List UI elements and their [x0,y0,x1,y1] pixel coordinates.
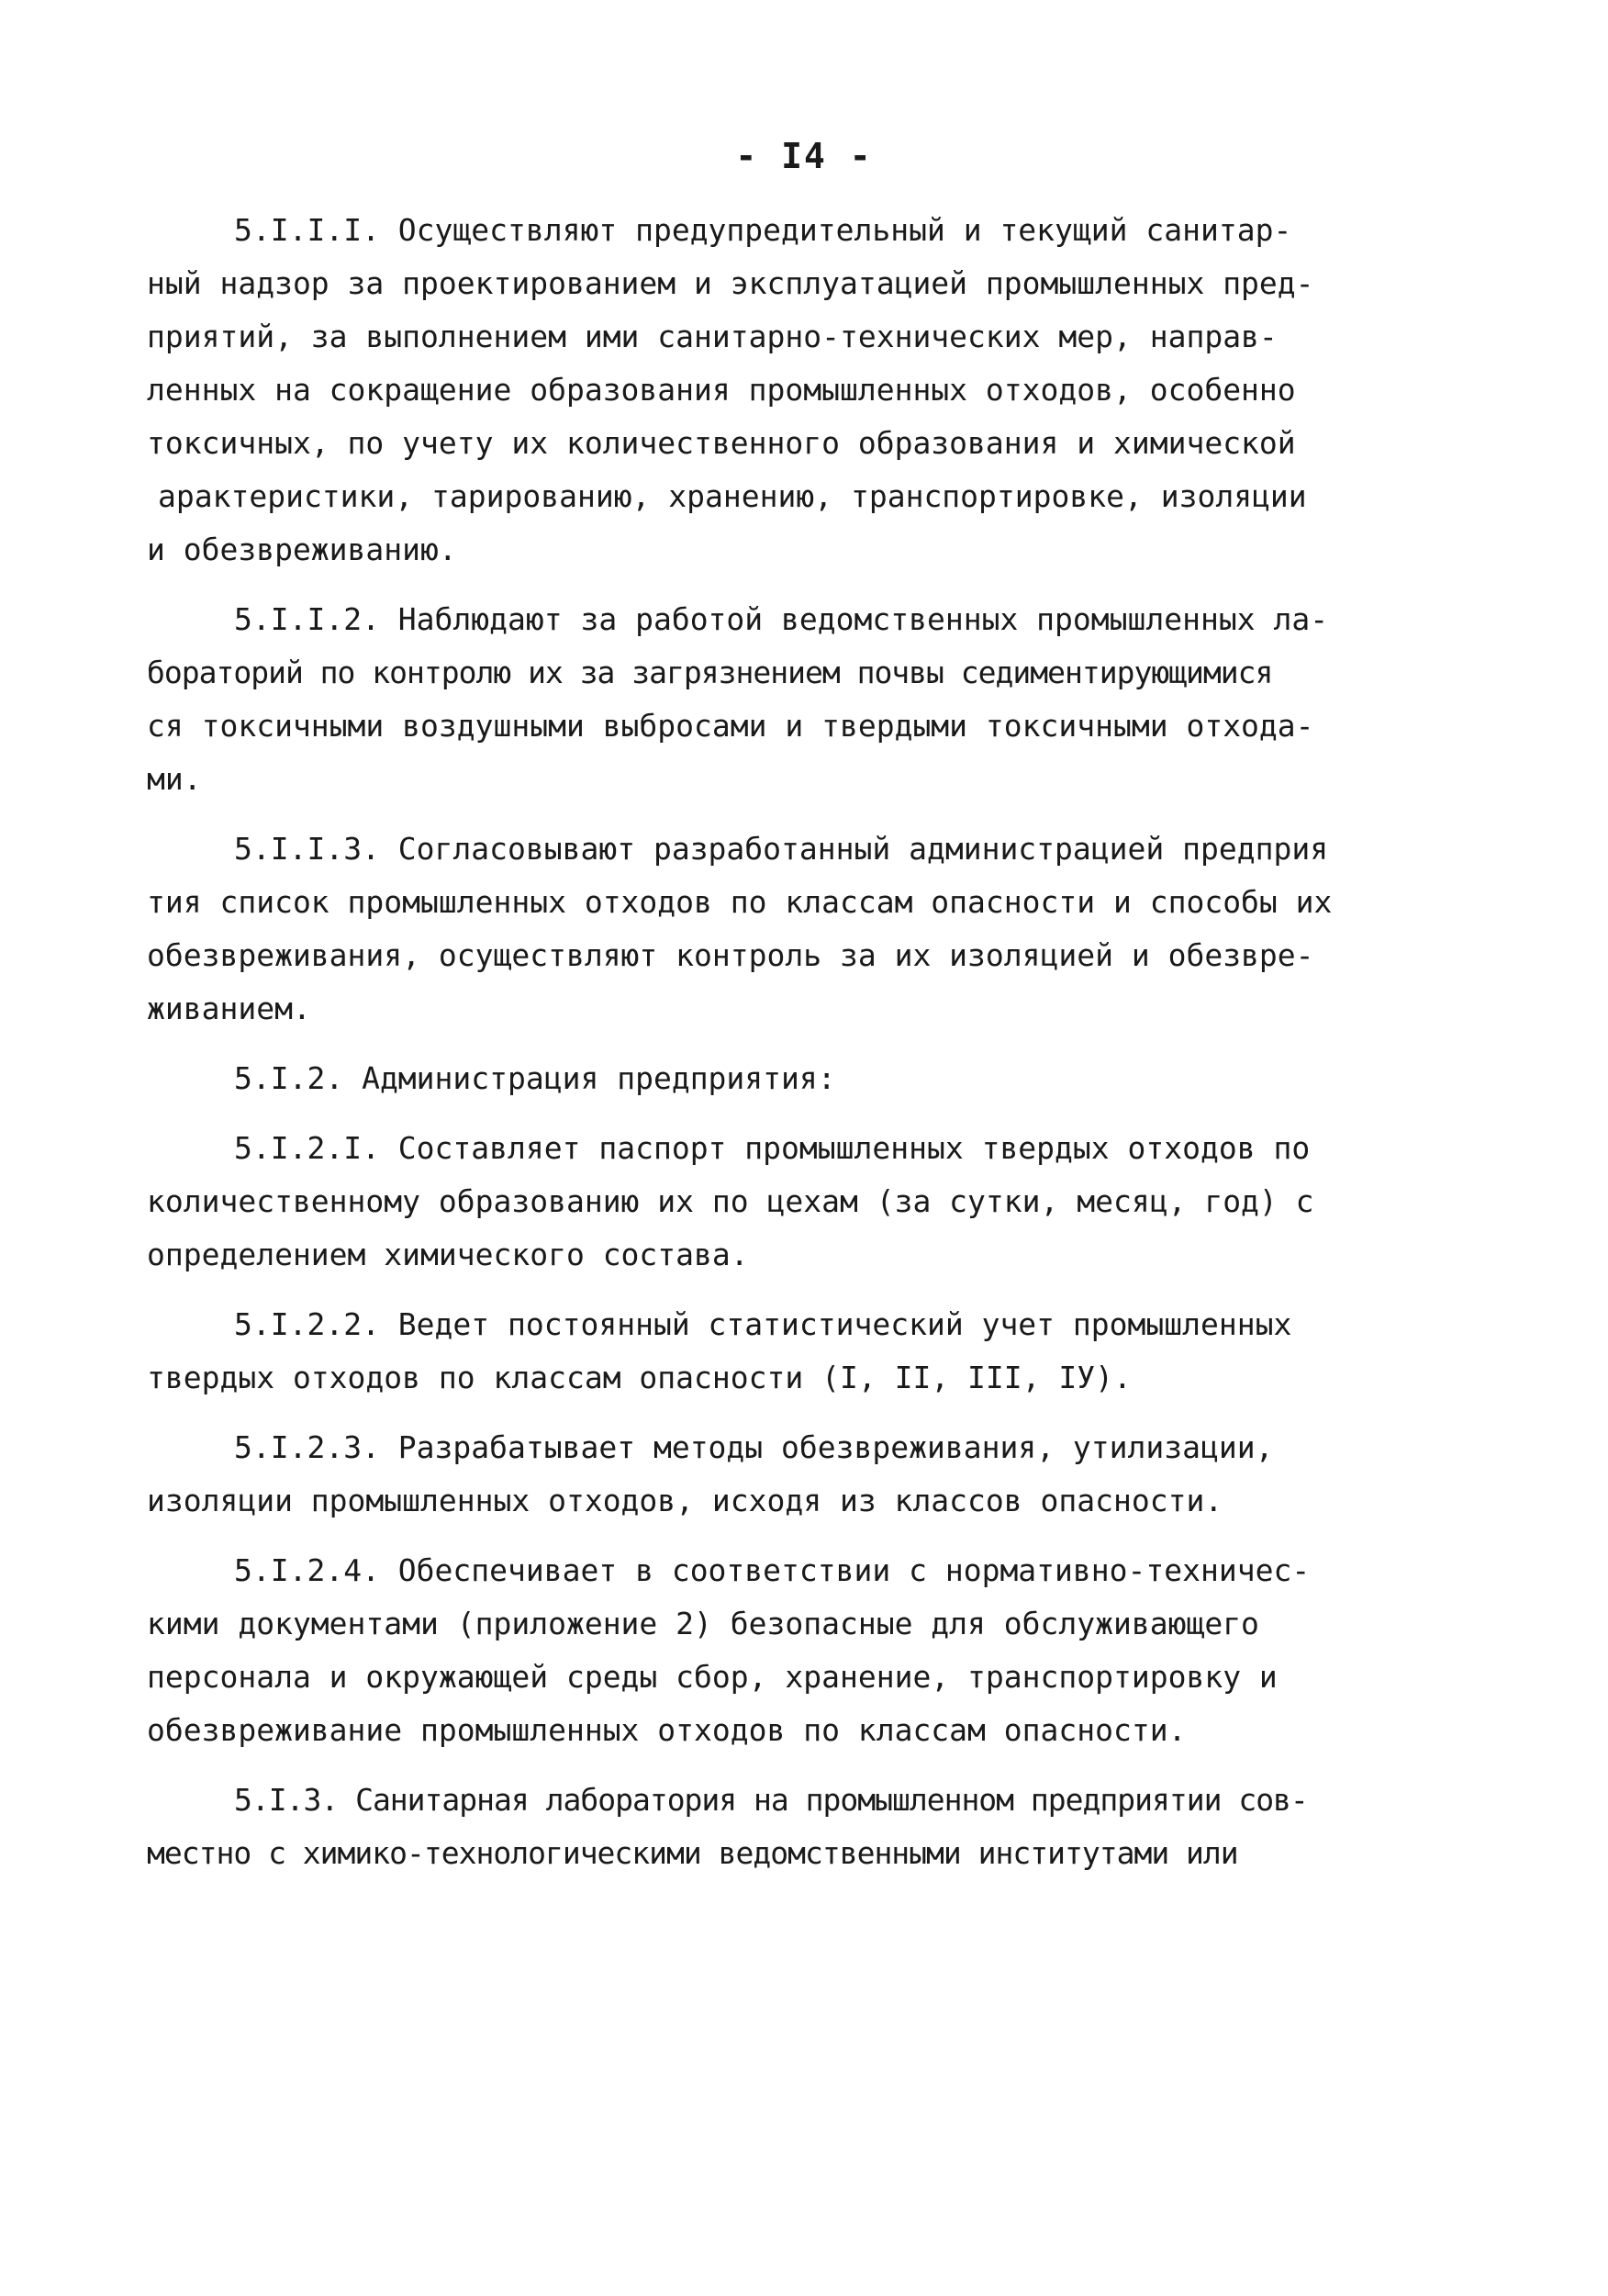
text-line: 5.I.I.2. Наблюдают за работой ведомственных промышленных ла- [234,601,1329,637]
text-line: 5.I.2.I. Составляет паспорт промышленных твердых отходов по [234,1130,1311,1166]
text-line: ленных на сокращение образования промышленных отходов, особенно [147,372,1296,408]
text-line: персонала и окружающей среды сбор, хранение, транспортировку и [147,1659,1278,1695]
text-line: арактеристики, тарированию, хранению, транспортировке, изоляции [158,478,1307,514]
text-line: токсичных, по учету их количественного образования и химической [147,425,1296,461]
text-line: ный надзор за проектированием и эксплуатацией промышленных пред- [147,265,1314,301]
text-line: и обезвреживанию. [147,532,457,567]
text-line: количественному образованию их по цехам (за сутки, месяц, год) с [147,1183,1314,1219]
paragraph-5-1-2-2 [147,1298,1450,1405]
paragraph-5-1-1-2 [147,593,1450,806]
page-number: - I4 - [735,136,873,176]
text-line: 5.I.2.2. Ведет постоянный статистический учет промышленных [234,1306,1292,1342]
text-line: 5.I.I.I. Осуществляют предупредительный и текущий санитар- [234,212,1292,248]
text-line: обезвреживание промышленных отходов по классам опасности. [147,1712,1187,1748]
text-line: приятий, за выполнением ими санитарно-технических мер, направ- [147,319,1278,354]
text-line: живанием. [147,991,311,1026]
text-line: 5.I.3. Санитарная лаборатория на промышленном предприятии сов- [234,1782,1308,1818]
document-body [147,204,1450,1880]
text-line: 5.I.2.3. Разрабатывает методы обезвреживания, утилизации, [234,1429,1274,1465]
text-line: 5.I.I.3. Согласовывают разработанный администрацией предприя [234,831,1329,867]
text-line: ся токсичными воздушными выбросами и твердыми токсичными отхода- [147,708,1314,744]
paragraph-5-1-1-3 [147,823,1450,1036]
paragraph-5-1-2-4 [147,1544,1450,1757]
paragraph-5-1-2-1 [147,1122,1450,1282]
text-line: определением химического состава. [147,1237,749,1272]
paragraph-5-1-2 [147,1052,1450,1105]
text-line: 5.I.2. Администрация предприятия: [234,1060,836,1096]
paragraph-5-1-1-1 [147,204,1450,577]
text-line: обезвреживания, осуществляют контроль за их изоляцией и обезвре- [147,937,1314,973]
paragraph-5-1-2-3 [147,1421,1450,1528]
text-line: тия список промышленных отходов по классам опасности и способы их [147,884,1333,920]
text-line: местно с химико-технологическими ведомственными институтами или [147,1835,1238,1871]
text-line: кими документами (приложение 2) безопасные для обслуживающего [147,1606,1259,1641]
text-line: твердых отходов по классам опасности (I, II, III, IУ). [147,1360,1132,1395]
text-line: изоляции промышленных отходов, исходя из классов опасности. [147,1483,1223,1518]
paragraph-5-1-3 [147,1774,1450,1880]
text-line: бораторий по контролю их за загрязнением почвы седиментирующимися [147,655,1273,690]
text-line: ми. [147,761,202,797]
text-line: 5.I.2.4. Обеспечивает в соответствии с нормативно-техничес- [234,1552,1311,1588]
